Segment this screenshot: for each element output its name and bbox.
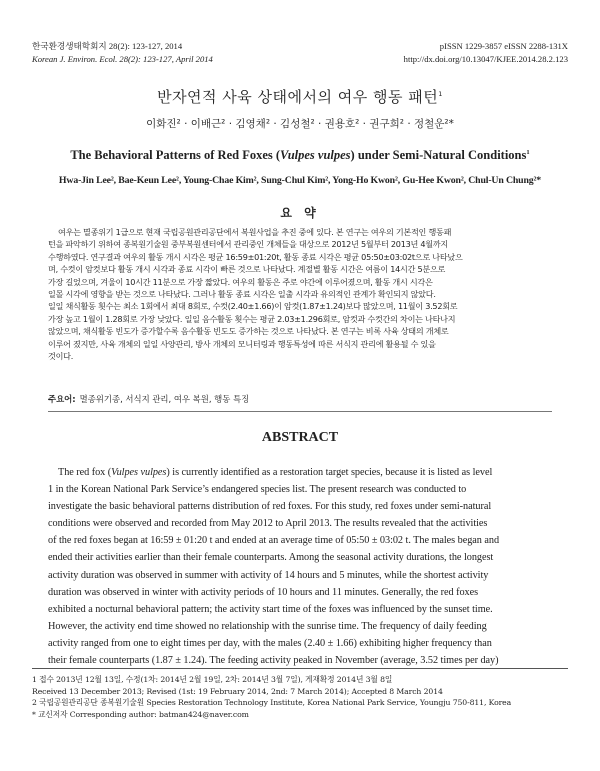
journal-citation xyxy=(32,40,213,66)
abstract-line: conditions were observed and recorded from May 2012 to April 2013. The results revealed that the activities xyxy=(48,518,488,530)
korean-title xyxy=(0,86,600,107)
abstract-line: investigate the basic behavioral patterns distribution of red foxes. For this study, red foxes under semi-natural xyxy=(48,501,492,513)
abstract-line: However, the activity end time showed no relationship with the sunrise time. The frequency of daily feeding xyxy=(48,620,487,632)
korean-authors: 이화진² · 이배근² · 김영채² · 김성철² · 권용호² · 권구희² · 정철운²* xyxy=(146,118,454,130)
english-title-footnote-marker: 1 xyxy=(526,148,530,156)
abstract-line: duration was observed in winter with activity periods of 10 hours and 11 minutes. Generally, the red foxes xyxy=(48,586,479,598)
footnote-divider xyxy=(32,668,568,669)
abstract-line: of the red foxes began at 16:59 ± 01:20 t and ended at an average time of 05:50 ± 03:02 t. The males began and xyxy=(48,535,500,547)
abstract-body xyxy=(48,464,558,669)
abstract-line: 1 in the Korean National Park Service’s endangered species list. The present research was conducted to xyxy=(48,484,467,496)
abstract-line: activity duration was observed in summer with activity of 14 hours and 5 minutes, while the shortest activity xyxy=(48,569,489,581)
korean-title-text: 반자연적 사육 상태에서의 여우 행동 패턴 xyxy=(157,88,439,106)
korean-abstract-line: 수행하였다. 연구결과 여우의 활동 개시 시각은 평균 16:59±01:20t, 활동 종료 시각은 평균 05:50±03:02t으로 나타났으 xyxy=(48,251,463,262)
journal-identifiers xyxy=(404,40,568,66)
footnote-line: Received 13 December 2013; Revised (1st: 19 February 2014, 2nd: 7 March 2014); Accepted 8 March 2014 xyxy=(32,686,443,696)
abstract-line: ended their activities earlier than their female counterparts. Among the seasonal activity durations, the longest xyxy=(48,552,494,564)
footnotes xyxy=(32,674,572,720)
keywords-label: 주요어: xyxy=(48,394,76,404)
korean-abstract-heading: 요 약 xyxy=(280,206,320,220)
species-name: Vulpes vulpes xyxy=(280,148,351,162)
korean-abstract-line: 여우는 멸종위기 1급으로 현재 국립공원관리공단에서 복원사업을 추진 중에 있다. 본 연구는 여우의 기본적인 행동패 xyxy=(58,227,452,237)
page-header xyxy=(32,40,568,70)
korean-abstract-line: 이루어 졌지만, 사육 개체의 일일 사양관리, 방사 개체의 모니터링과 행동특성에 따른 서식지 관리에 활용될 수 있을 xyxy=(48,338,436,349)
keywords xyxy=(48,393,552,405)
abstract-heading: ABSTRACT xyxy=(261,430,339,445)
korean-abstract-line: 않았으며, 채식활동 빈도가 증가할수록 음수활동 빈도도 증가하는 것으로 나타났다. 본 연구는 비록 사육 상태의 개체로 xyxy=(48,326,449,337)
keywords-text: 멸종위기종, 서식지 관리, 여우 복원, 행동 특징 xyxy=(79,394,250,404)
english-authors: Hwa-Jin Lee², Bae-Keun Lee², Young-Chae Kim², Sung-Chul Kim², Yong-Ho Kwon², Gu-Hee Kwon², Chul-Un Chung²* xyxy=(58,175,542,186)
english-title-part: ) under Semi-Natural Conditions xyxy=(350,148,527,162)
footnote-line: 1 접수 2013년 12월 13일, 수정(1차: 2014년 2월 19일, 2차: 2014년 3월 7일), 게재확정 2014년 3월 8일 xyxy=(32,675,393,684)
korean-abstract-line: 며, 수컷이 암컷보다 활동 개시 시각과 종료 시각이 빠른 것으로 나타났다. 계절별 활동 시간은 여름이 14시간 5분으로 xyxy=(48,264,446,275)
korean-abstract-line: 턴을 파악하기 위하여 종복원기술원 중부복원센터에서 관리중인 개체들을 대상으로 2012년 5월부터 2013년 4월까지 xyxy=(48,239,448,250)
korean-abstract-line: 가장 높고 1월이 1.28회로 가장 낮았다. 일일 음수활동 횟수는 평균 2.03±1.296회로, 암컷과 수컷간의 차이는 나타나지 xyxy=(48,313,456,324)
english-title xyxy=(0,148,600,163)
footnote-line: * 교신저자 Corresponding author: batman424@naver.com xyxy=(32,709,249,719)
divider xyxy=(48,411,552,412)
species-name: Vulpes vulpes xyxy=(111,467,167,478)
journal-ko: 한국환경생태학회지 28(2): 123-127, 2014 xyxy=(32,41,183,51)
journal-en: Korean J. Environ. Ecol. 28(2): 123-127, April 2014 xyxy=(32,54,213,64)
abstract-line: activity ranged from one to eight times per day, with the males (2.40 ± 1.66) exhibiting higher frequency than xyxy=(48,637,492,649)
korean-abstract-body xyxy=(48,226,552,362)
abstract-line: their female counterparts (1.87 ± 1.24). The feeding activity peaked in November (average, 3.52 times per day) xyxy=(48,655,499,667)
korean-abstract-line: 것이다. xyxy=(48,351,74,362)
doi-link[interactable]: http://dx.doi.org/10.13047/KJEE.2014.28.2.123 xyxy=(403,54,568,64)
korean-abstract-line: 일몰 시각에 영향을 받는 것으로 나타났다. 그러나 활동 종료 시각은 일출 시각과 유의적인 관계가 확인되지 않았다. xyxy=(48,289,436,300)
issn: pISSN 1229-3857 eISSN 2288-131X xyxy=(439,41,568,51)
english-title-part: The Behavioral Patterns of Red Foxes ( xyxy=(70,148,281,162)
korean-abstract-line: 일일 채식활동 횟수는 최소 1회에서 최대 8회로, 수컷(2.40±1.66)이 암컷(1.87±1.24)보다 많았으며, 11월이 3.52회로 xyxy=(48,301,458,312)
abstract-line: The red fox (Vulpes vulpes) is currently identified as a restoration target species, because it is listed as level xyxy=(58,467,493,478)
abstract-line: exhibited a nocturnal behavioral pattern; the activity start time of the foxes was influenced by the sunset time. xyxy=(48,603,493,615)
title-footnote-marker: 1 xyxy=(438,90,443,98)
footnote-line: 2 국립공원관리공단 종복원기술원 Species Restoration Technology Institute, Korea National Park Service, Youngju 750-811, Korea xyxy=(32,698,512,708)
korean-abstract-line: 가장 길었으며, 겨울이 10시간 11분으로 가장 짧았다. 여우의 활동은 주로 야간에 이루어졌으며, 활동 개시 시각은 xyxy=(48,276,433,287)
